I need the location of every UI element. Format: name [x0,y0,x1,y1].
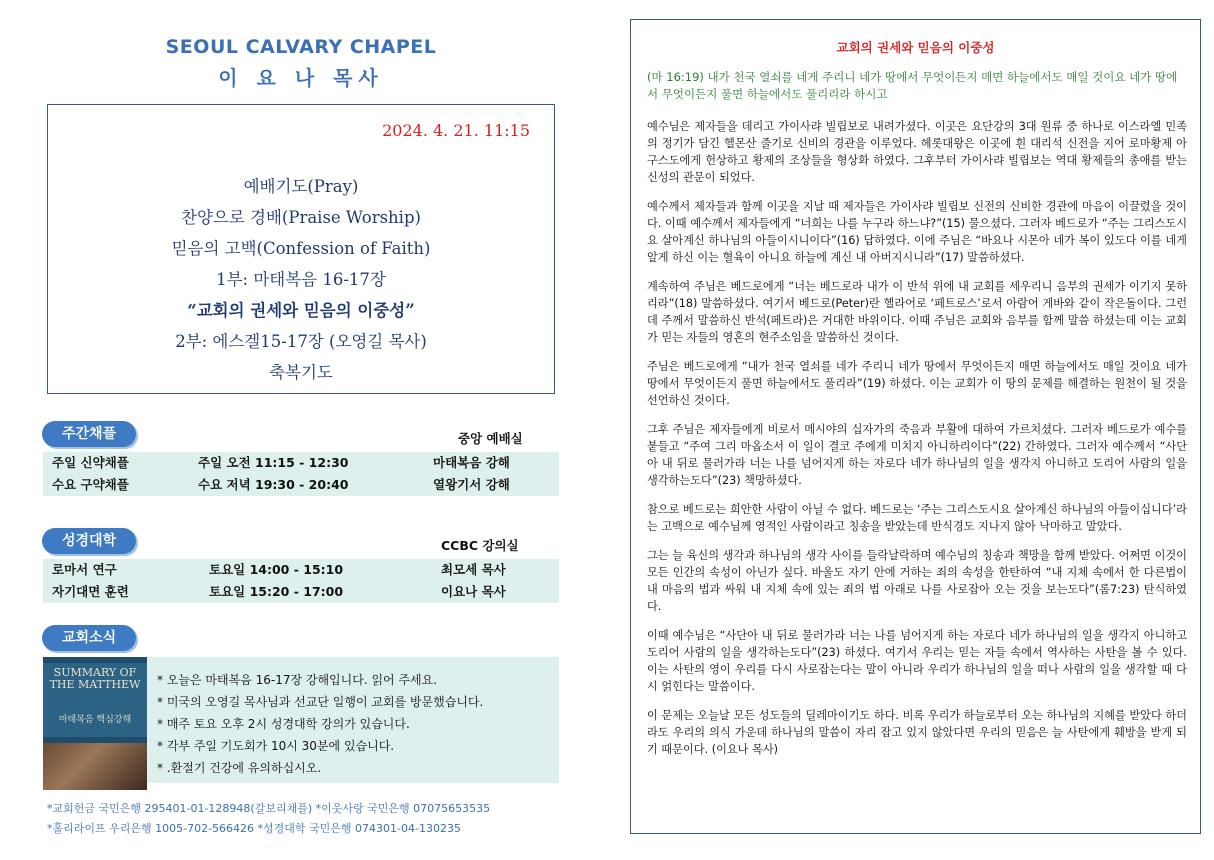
order-item: 믿음의 고백(Confession of Faith) [171,239,431,258]
row-name: 수요 구약채플 [52,477,129,492]
sermon-paragraph: 그후 주님은 제자들에게 비로서 메시야의 십자가의 죽음과 부활에 대하여 가르치셨다. 그러자 베드로가 예수를 붙들고 “주여 그리 마옵소서 이 일이 결코 주에게 미치지 아니하리이다”(22) 간하였다. 그러자 예수께서 “사단아 내 뒤로 물러가라 너는 나를 넘어지게 하는 자로다 네가 하나님의 일을 생각지 아니하고 도리어 사람의 일을 생각하는도다”(23) 책망하셨다. [647,423,1187,487]
book-title-ko: 마태복음 핵심강해 [58,715,132,725]
news-list [157,669,483,779]
table-row [43,452,559,474]
sermon-paragraph: 이 문제는 오늘날 모든 성도들의 딜레마이기도 하다. 비록 우리가 하늘로부터 오는 하나님의 지혜를 받았다 하더라도 우리의 의식 가운데 하나님의 말씀이 자리 잡고 있지 않았다면 우리의 믿음은 늘 사탄에게 훼방을 받게 되기 때문이다. (이요나 목사) [647,709,1187,756]
table-row [43,559,559,581]
row-desc: 최모세 목사 [441,562,506,577]
news-item: * 오늘은 마태복음 16-17장 강해입니다. 읽어 주세요. [157,673,438,687]
news-box [43,657,559,783]
order-item: 예배기도(Pray) [243,177,359,196]
weekly-table [43,452,559,496]
news-item: * 매주 토요 오후 2시 성경대학 강의가 있습니다. [157,717,410,731]
chapel-name: SEOUL CALVARY CHAPEL [165,36,437,58]
sermon-title: 교회의 권세와 믿음의 이중성 [836,40,995,55]
service-date: 2024. 4. 21. 11:15 [382,121,530,140]
row-time: 수요 저녁 19:30 - 20:40 [198,477,349,492]
order-item: 2부: 에스겔15-17장 (오영길 목사) [175,332,427,351]
order-item: 찬양으로 경배(Praise Worship) [181,208,421,227]
sermon-paragraph: 그는 늘 육신의 생각과 하나님의 생각 사이를 들락날락하며 예수님의 칭송과 책망을 함께 받았다. 어쩌면 이것이 모든 인간의 속성이 아닌가 싶다. 바울도 자기 안에 거하는 죄의 속성을 한탄하여 “내 지체 속에서 한 다른법이 내 마음의 법과 싸워 내 지체 속에 있는 죄의 법 아래로 나를 사로잡아 오는 것을 보는도다”(롬7:23) 탄식하였다. [647,549,1187,613]
row-name: 주일 신약채플 [52,455,129,470]
row-time: 토요일 14:00 - 15:10 [209,562,344,577]
sermon-paragraph: 이때 예수님은 “사단아 내 뒤로 물러가라 너는 나를 넘어지게 하는 자로다 네가 하나님의 일을 생각지 아니하고 도리어 사람의 일을 생각하는도다”(23) 하셨다. 여기서 우리는 믿는 자들 속에서 역사하는 사탄을 볼 수 있다. 이는 사탄의 영이 우리를 다시 사로잡는다는 말이 아니라 우리가 하나님의 일을 떠나 사람의 일을 생각할 때 다시 얽힌다는 말씀이다. [647,629,1187,693]
news-item: * 미국의 오영길 목사님과 선교단 일행이 교회를 방문했습니다. [157,695,484,709]
sermon-body [647,118,1187,770]
book-title-en: SUMMARY OF THE MATTHEW [49,666,141,691]
sermon-box [630,19,1201,834]
order-item: 축복기도 [269,363,333,382]
church-news-label: 교회소식 [42,625,136,651]
bible-college-label: 성경대학 [42,528,136,554]
row-desc: 열왕기서 강해 [433,477,510,492]
order-list [48,171,554,388]
sermon-paragraph: 계속하여 주님은 베드로에게 “너는 베드로라 내가 이 반석 위에 내 교회를 세우리니 음부의 권세가 이기지 못하리라”(18) 말씀하셨다. 여기서 베드로(Peter)란 헬라어로 ‘페트로스’로서 아람어 게바와 같이 작은돌이다. 그런데 주께서 말씀하신 반석(페트라)은 거대한 바위이다. 이때 주님은 교회와 음부를 함께 말씀 하셨는데 이는 교회가 믿는 자들의 영혼의 현주소임을 말씀하신 것이다. [647,280,1187,344]
row-desc: 이요나 목사 [441,584,506,599]
order-item: 1부: 마태복음 16-17장 [216,270,386,289]
order-of-service [47,104,555,394]
bank-line: *홀리라이프 우리은행 1005-702-566426 *성경대학 국민은행 074301-04-130235 [47,822,461,835]
book-cover-image [43,657,147,790]
news-item: * .환절기 건강에 유의하십시오. [157,761,322,775]
table-row [43,581,559,603]
row-desc: 마태복음 강해 [433,455,510,470]
news-item: * 각부 주일 기도회가 10시 30분에 있습니다. [157,739,395,753]
weekly-location: 중앙 예배실 [458,431,523,446]
bank-line: *교회헌금 국민은행 295401-01-128948(갈보리채플) *이웃사랑 국민은행 07075653535 [47,802,491,815]
row-name: 자기대면 훈련 [52,584,129,599]
row-name: 로마서 연구 [52,562,117,577]
sermon-verse: (마 16:19) 내가 천국 열쇠를 네게 주리니 네가 땅에서 무엇이든지 매면 하늘에서도 매일 것이요 네가 땅에서 무엇이든지 풀면 하늘에서도 풀리리라 하시고 [647,70,1178,101]
bible-location: CCBC 강의실 [441,538,519,553]
weekly-chapel-label: 주간채플 [42,421,136,447]
pastor-name: 이 요 나 목사 [218,66,384,90]
sermon-paragraph: 예수께서 제자들과 함께 이곳을 지날 때 제자들은 가이사랴 빌립보 신전의 신비한 경관에 마음이 이끌렸을 것이다. 이때 예수께서 제자들에게 “너희는 나를 누구라 하느냐?”(15) 물으셨다. 그러자 베드로가 “주는 그리스도시요 살아계신 하나님의 아들이시니이다”(16) 답하였다. 이에 주님은 “바요나 시몬아 네가 복이 있도다 이를 네게 알게 하신 이는 혈육이 아니요 하늘에 계신 내 아버지시니라”(17) 말씀하셨다. [647,200,1187,264]
bible-table [43,559,559,603]
sermon-paragraph: 주님은 베드로에게 “내가 천국 열쇠를 네가 주리니 네가 땅에서 무엇이든지 매면 하늘에서도 매일 것이요 네가 땅에서 무엇이든지 풀면 하늘에서도 풀리라”(19) 하셨다. 이는 교회가 이 땅의 문제를 해결하는 원천이 될 것을 선언하신 것이다. [647,360,1187,407]
row-time: 토요일 15:20 - 17:00 [209,584,344,599]
row-time: 주일 오전 11:15 - 12:30 [198,455,349,470]
table-row [43,474,559,496]
sermon-paragraph: 참으로 베드로는 희안한 사람이 아닐 수 없다. 베드로는 ‘주는 그리스도시요 살아계신 하나님의 아들이십니다’라는 고백으로 예수님께 영적인 사람이라고 칭송을 받았는데 반식경도 지나지 않아 낙마하고 말았다. [647,503,1187,533]
sermon-paragraph: 예수님은 제자들을 데리고 가이사랴 빌립보로 내려가셨다. 이곳은 요단강의 3대 원류 중 하나로 이스라엘 민족의 정기가 담긴 헬몬산 줄기로 신비의 경관을 이루었다. 헤롯대왕은 이곳에 흰 대리석 신전을 지어 로마황제 아구스도에게 헌상하고 황제의 조상들을 형상화 하였다. 그후부터 가이사랴 빌립보는 역대 황제들의 총애를 받는 신성의 관문이 되었다. [647,120,1187,184]
order-item: “교회의 권세와 믿음의 이중성” [187,301,415,320]
